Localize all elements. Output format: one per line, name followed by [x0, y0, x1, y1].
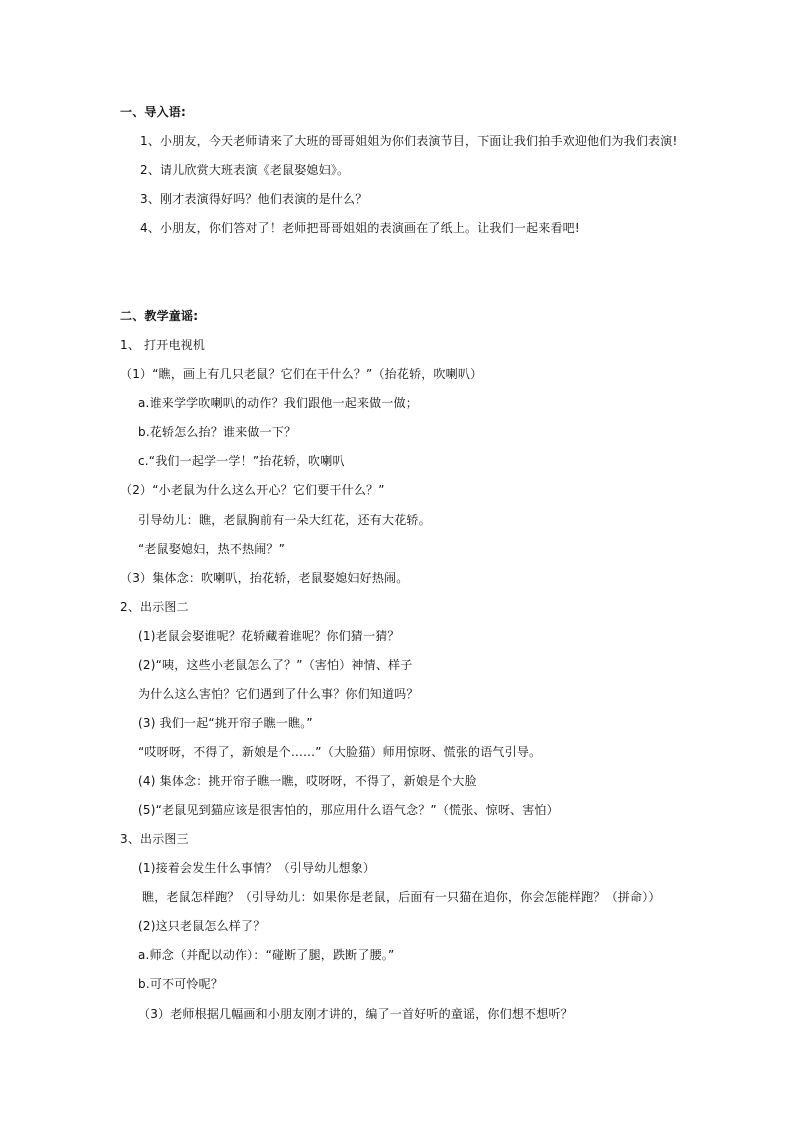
teaching-line: (2)这只老鼠怎么样了？ [138, 919, 266, 933]
teaching-line: （3）集体念：吹喇叭，抬花轿，老鼠娶媳妇好热闹。 [120, 571, 409, 585]
teaching-line: 引导幼儿：瞧，老鼠胸前有一朵大红花，还有大花轿。 [138, 513, 431, 527]
teaching-line: 为什么这么害怕？它们遇到了什么事？你们知道吗？ [138, 687, 419, 701]
teaching-line: 2、出示图二 [120, 600, 189, 614]
teaching-line: (4) 集体念：挑开帘子瞧一瞧，哎呀呀，不得了，新娘是个大脸 [138, 774, 477, 788]
teaching-line: b.可不可怜呢？ [138, 977, 224, 991]
intro-line-1: 1、小朋友，今天老师请来了大班的哥哥姐姐为你们表演节目，下面让我们拍手欢迎他们为我们表演! [140, 134, 678, 148]
teaching-line: (1)接着会发生什么事情？（引导幼儿想象） [138, 861, 376, 875]
intro-line-2: 2、请儿欣赏大班表演《老鼠娶媳妇》。 [140, 163, 350, 177]
teaching-line: “哎呀呀，不得了，新娘是个……”（大脸猫）师用惊呀、慌张的语气引导。 [138, 745, 542, 759]
intro-line-4: 4、小朋友，你们答对了！老师把哥哥姐姐的表演画在了纸上。让我们一起来看吧! [140, 221, 580, 235]
section-heading-intro: 一、导入语: [120, 105, 186, 119]
teaching-line: b.花轿怎么抬？谁来做一下？ [138, 425, 297, 439]
teaching-line: (1)老鼠会娶谁呢？花轿藏着谁呢？你们猜一猜？ [138, 629, 400, 643]
teaching-line: 3、出示图三 [120, 832, 189, 846]
teaching-line: （1）“瞧，画上有几只老鼠？它们在干什么？”（抬花轿，吹喇叭） [120, 367, 483, 381]
teaching-line: c.“我们一起学一学！”抬花轿，吹喇叭 [138, 454, 345, 468]
teaching-line: (2)“咦，这些小老鼠怎么了？”（害怕）神情、样子 [138, 658, 413, 672]
teaching-line: “老鼠娶媳妇，热不热闹？” [138, 542, 286, 556]
section-heading-teaching: 二、教学童谣: [120, 309, 199, 323]
teaching-line: （3）老师根据几幅画和小朋友刚才讲的，编了一首好听的童谣，你们想不想听？ [138, 1007, 573, 1021]
teaching-line: a.师念（并配以动作）：“碰断了腿，跌断了腰。” [138, 948, 395, 962]
intro-line-3: 3、刚才表演得好吗？他们表演的是什么？ [140, 192, 368, 206]
teaching-line: a.谁来学学吹喇叭的动作？我们跟他一起来做一做； [138, 396, 418, 410]
teaching-line: (3) 我们一起“挑开帘子瞧一瞧。” [138, 716, 313, 730]
teaching-line: 1、 打开电视机 [120, 338, 206, 352]
teaching-line: 瞧，老鼠怎样跑？（引导幼儿：如果你是老鼠，后面有一只猫在追你，你会怎能样跑？（拼命）） [142, 890, 661, 904]
teaching-line: （2）“小老鼠为什么这么开心？它们要干什么？” [120, 483, 385, 497]
teaching-line: (5)“老鼠见到猫应该是很害怕的，那应用什么语气念？”（慌张、惊呀、害怕） [138, 803, 559, 817]
